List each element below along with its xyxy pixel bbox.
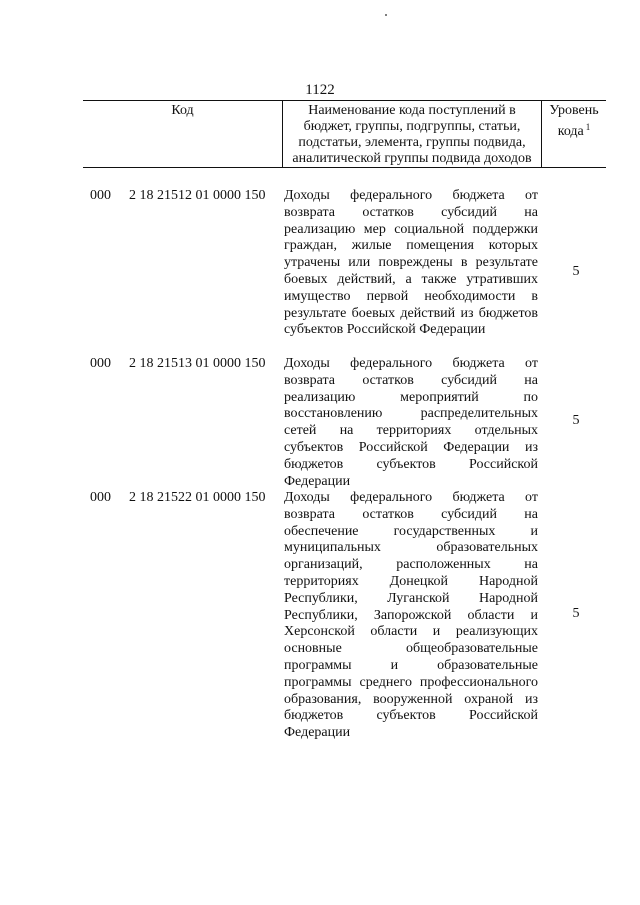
row-description: Доходы федерального бюджета от возврата остатков субсидий на реализацию мер социальной поддержки граждан, жилые помещения которых утрачены или повреждены в результате боевых действий, а также утративших имущество первой необходимости в результате боевых действий из бюджетов субъектов Российской Федерации [284,188,538,338]
row-admin-code: 000 [90,490,111,505]
row-level: 5 [572,606,580,621]
row-income-code: 2 18 21513 01 0000 150 [129,356,266,371]
header-level [542,101,607,168]
page-number: 1122 [305,82,335,98]
row-description: Доходы федерального бюджета от возврата остатков субсидий на обеспечение государственных и муниципальных образовательных организаций, расположенных на территориях Донецкой Народной Республики, Луганской Народной Республики, Запорожской области и Херсонской области и реализующих основные общеобразовательные программы и образовательные программы среднего профессионального образования, вооруженной охраной из бюджетов субъектов Российской Федерации [284,490,538,741]
row-level: 5 [572,264,580,279]
header-level-label: Уровень кода [549,103,599,139]
row-income-code: 2 18 21522 01 0000 150 [129,490,266,505]
scan-speck [385,14,387,16]
footnote-marker: 1 [585,122,591,132]
header-code: Код [83,101,283,168]
row-level: 5 [572,413,580,428]
row-income-code: 2 18 21512 01 0000 150 [129,188,266,203]
row-admin-code: 000 [90,356,111,371]
row-admin-code: 000 [90,188,111,203]
row-description: Доходы федерального бюджета от возврата остатков субсидий на реализацию мероприятий по восстановлению распределительных сетей на территориях отдельных субъектов Российской Федерации из бюджетов субъектов Российской Федерации [284,356,538,489]
table-header [83,100,606,168]
header-name: Наименование кода поступлений в бюджет, группы, подгруппы, статьи, подстатьи, элемента, группы подвида, аналитической группы подвида доходов [283,101,542,168]
